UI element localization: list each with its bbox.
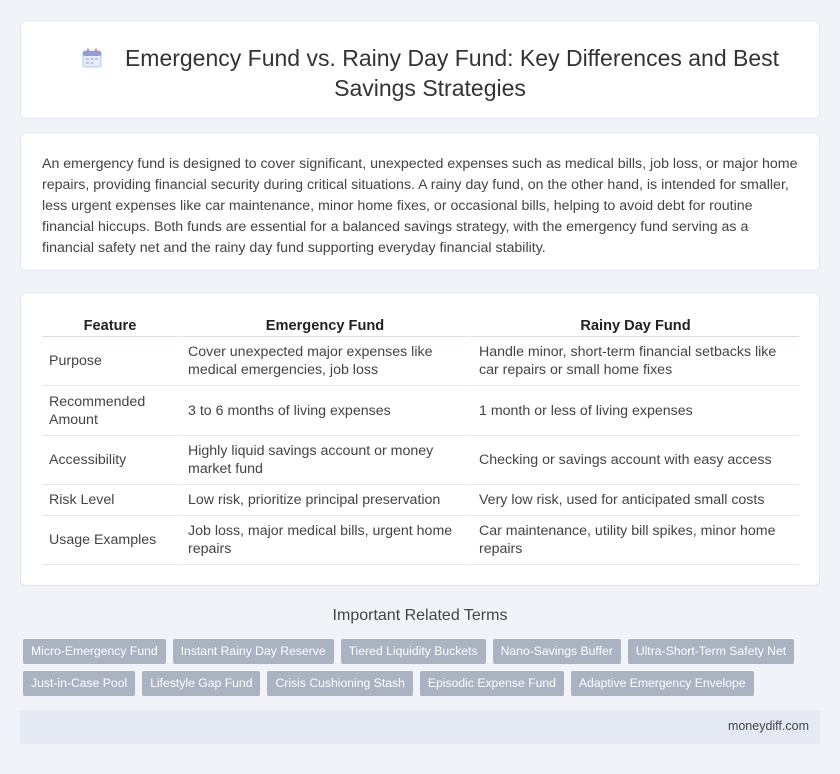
emergency-cell: Low risk, prioritize principal preservation <box>178 485 469 516</box>
tag-ultra-short-term-safety-net[interactable]: Ultra-Short-Term Safety Net <box>628 639 794 664</box>
related-terms-tags <box>23 639 813 703</box>
page-title <box>61 43 799 103</box>
tag-adaptive-emergency-envelope[interactable]: Adaptive Emergency Envelope <box>571 671 754 696</box>
comparison-card <box>20 292 820 586</box>
rainy-day-cell: Very low risk, used for anticipated small costs <box>469 485 799 516</box>
feature-cell: Accessibility <box>42 436 178 485</box>
header-card <box>20 20 820 119</box>
tag-instant-rainy-day-reserve[interactable]: Instant Rainy Day Reserve <box>173 639 334 664</box>
table-row <box>42 337 799 386</box>
tag-episodic-expense-fund[interactable]: Episodic Expense Fund <box>420 671 564 696</box>
table-row <box>42 485 799 516</box>
emergency-cell: Highly liquid savings account or money market fund <box>178 436 469 485</box>
feature-cell: Risk Level <box>42 485 178 516</box>
table-row <box>42 436 799 485</box>
feature-cell: Recommended Amount <box>42 386 178 436</box>
tag-just-in-case-pool[interactable]: Just-in-Case Pool <box>23 671 135 696</box>
header-feature: Feature <box>42 315 178 337</box>
calendar-icon <box>81 47 103 69</box>
tag-row <box>23 671 813 696</box>
tag-micro-emergency-fund[interactable]: Micro-Emergency Fund <box>23 639 166 664</box>
tag-lifestyle-gap-fund[interactable]: Lifestyle Gap Fund <box>142 671 260 696</box>
tag-row <box>23 639 813 664</box>
header-rainy-day-fund: Rainy Day Fund <box>469 315 799 337</box>
comparison-table <box>42 315 799 565</box>
header-emergency-fund: Emergency Fund <box>178 315 469 337</box>
related-terms-title: Important Related Terms <box>332 607 508 624</box>
page-title-text: Emergency Fund vs. Rainy Day Fund: Key Differences and Best Savings Strategies <box>124 45 780 101</box>
rainy-day-cell: Handle minor, short-term financial setbacks like car repairs or small home fixes <box>469 337 799 386</box>
table-row <box>42 516 799 565</box>
rainy-day-cell: 1 month or less of living expenses <box>469 386 799 436</box>
emergency-cell: Job loss, major medical bills, urgent home repairs <box>178 516 469 565</box>
footer <box>20 710 820 744</box>
intro-paragraph: An emergency fund is designed to cover significant, unexpected expenses such as medical bills, job loss, or major home repairs, providing financial security during critical situations. A rainy day fund, on the other hand, is intended for smaller, less urgent expenses like car maintenance, minor home fixes, or occasional bills, helping to avoid debt for routine financial hiccups. Both funds are essential for a balanced savings strategy, with the emergency fund serving as a financial safety net and the rainy day fund supporting everyday financial stability. <box>42 156 798 256</box>
table-row <box>42 386 799 436</box>
table-header-row <box>42 315 799 337</box>
tag-nano-savings-buffer[interactable]: Nano-Savings Buffer <box>493 639 621 664</box>
tag-crisis-cushioning-stash[interactable]: Crisis Cushioning Stash <box>267 671 412 696</box>
tag-tiered-liquidity-buckets[interactable]: Tiered Liquidity Buckets <box>341 639 486 664</box>
rainy-day-cell: Car maintenance, utility bill spikes, minor home repairs <box>469 516 799 565</box>
emergency-cell: 3 to 6 months of living expenses <box>178 386 469 436</box>
footer-site-link[interactable]: moneydiff.com <box>727 719 809 733</box>
intro-card <box>20 132 820 271</box>
emergency-cell: Cover unexpected major expenses like medical emergencies, job loss <box>178 337 469 386</box>
rainy-day-cell: Checking or savings account with easy access <box>469 436 799 485</box>
feature-cell: Purpose <box>42 337 178 386</box>
feature-cell: Usage Examples <box>42 516 178 565</box>
